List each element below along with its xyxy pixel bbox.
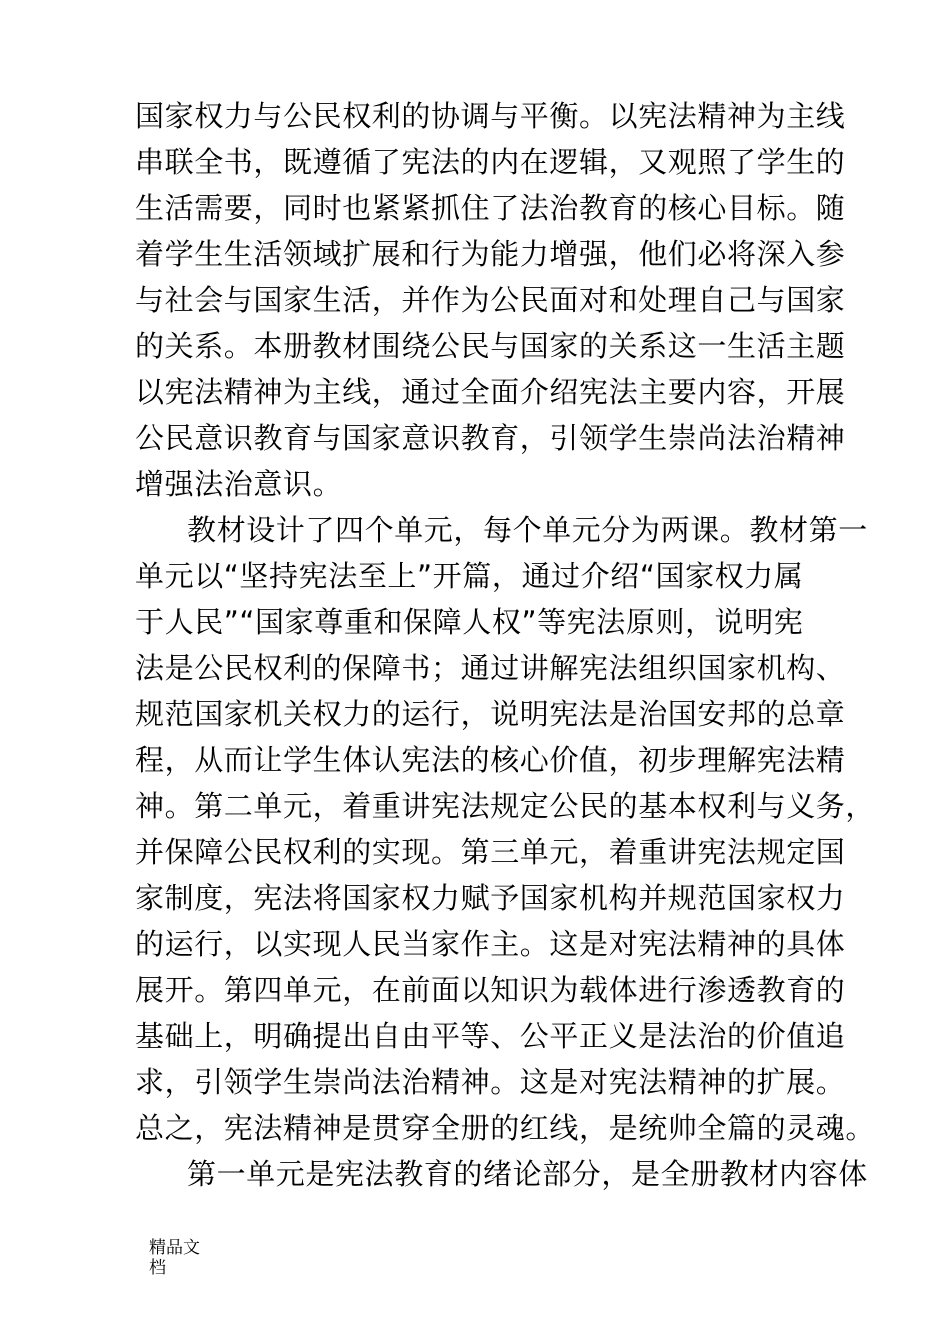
text-line: 神。第二单元，着重讲宪法规定公民的基本权利与义务， bbox=[135, 789, 876, 823]
text-line: 国家权力与公民权利的协调与平衡。以宪法精神为主线 bbox=[135, 99, 846, 133]
text-line: 家制度，宪法将国家权力赋予国家机构并规范国家权力 bbox=[135, 881, 846, 915]
text-line: 程，从而让学生体认宪法的核心价值，初步理解宪法精 bbox=[135, 743, 846, 777]
text-line: 增强法治意识。 bbox=[135, 467, 343, 501]
text-line: 基础上，明确提出自由平等、公平正义是法治的价值追 bbox=[135, 1019, 846, 1053]
text-line: 总之，宪法精神是贯穿全册的红线，是统帅全篇的灵魂。 bbox=[135, 1111, 876, 1145]
text-line: 公民意识教育与国家意识教育，引领学生崇尚法治精神 bbox=[135, 421, 846, 455]
text-line: 与社会与国家生活，并作为公民面对和处理自己与国家 bbox=[135, 283, 846, 317]
text-line: 以宪法精神为主线，通过全面介绍宪法主要内容，开展 bbox=[135, 375, 846, 409]
text-line: 单元以“坚持宪法至上”开篇，通过介绍“国家权力属 bbox=[135, 559, 804, 593]
text-line: 法是公民权利的保障书；通过讲解宪法组织国家机构、 bbox=[135, 651, 846, 685]
text-line: 的关系。本册教材围绕公民与国家的关系这一生活主题 bbox=[135, 329, 846, 363]
text-line: 着学生生活领域扩展和行为能力增强，他们必将深入参 bbox=[135, 237, 846, 271]
text-line: 求，引领学生崇尚法治精神。这是对宪法精神的扩展。 bbox=[135, 1065, 846, 1099]
text-line: 规范国家机关权力的运行，说明宪法是治国安邦的总章 bbox=[135, 697, 846, 731]
footer-label: 精品文档 bbox=[149, 1238, 200, 1278]
text-line: 并保障公民权利的实现。第三单元，着重讲宪法规定国 bbox=[135, 835, 846, 869]
text-line: 生活需要，同时也紧紧抓住了法治教育的核心目标。随 bbox=[135, 191, 846, 225]
text-line: 展开。第四单元，在前面以知识为载体进行渗透教育的 bbox=[135, 973, 846, 1007]
paragraph-first-line: 第一单元是宪法教育的绪论部分，是全册教材内容体 bbox=[187, 1157, 868, 1191]
text-line: 于人民”“国家尊重和保障人权”等宪法原则，说明宪 bbox=[135, 605, 804, 639]
text-line: 的运行，以实现人民当家作主。这是对宪法精神的具体 bbox=[135, 927, 846, 961]
text-line: 串联全书，既遵循了宪法的内在逻辑，又观照了学生的 bbox=[135, 145, 846, 179]
paragraph-first-line: 教材设计了四个单元，每个单元分为两课。教材第一 bbox=[187, 513, 868, 547]
